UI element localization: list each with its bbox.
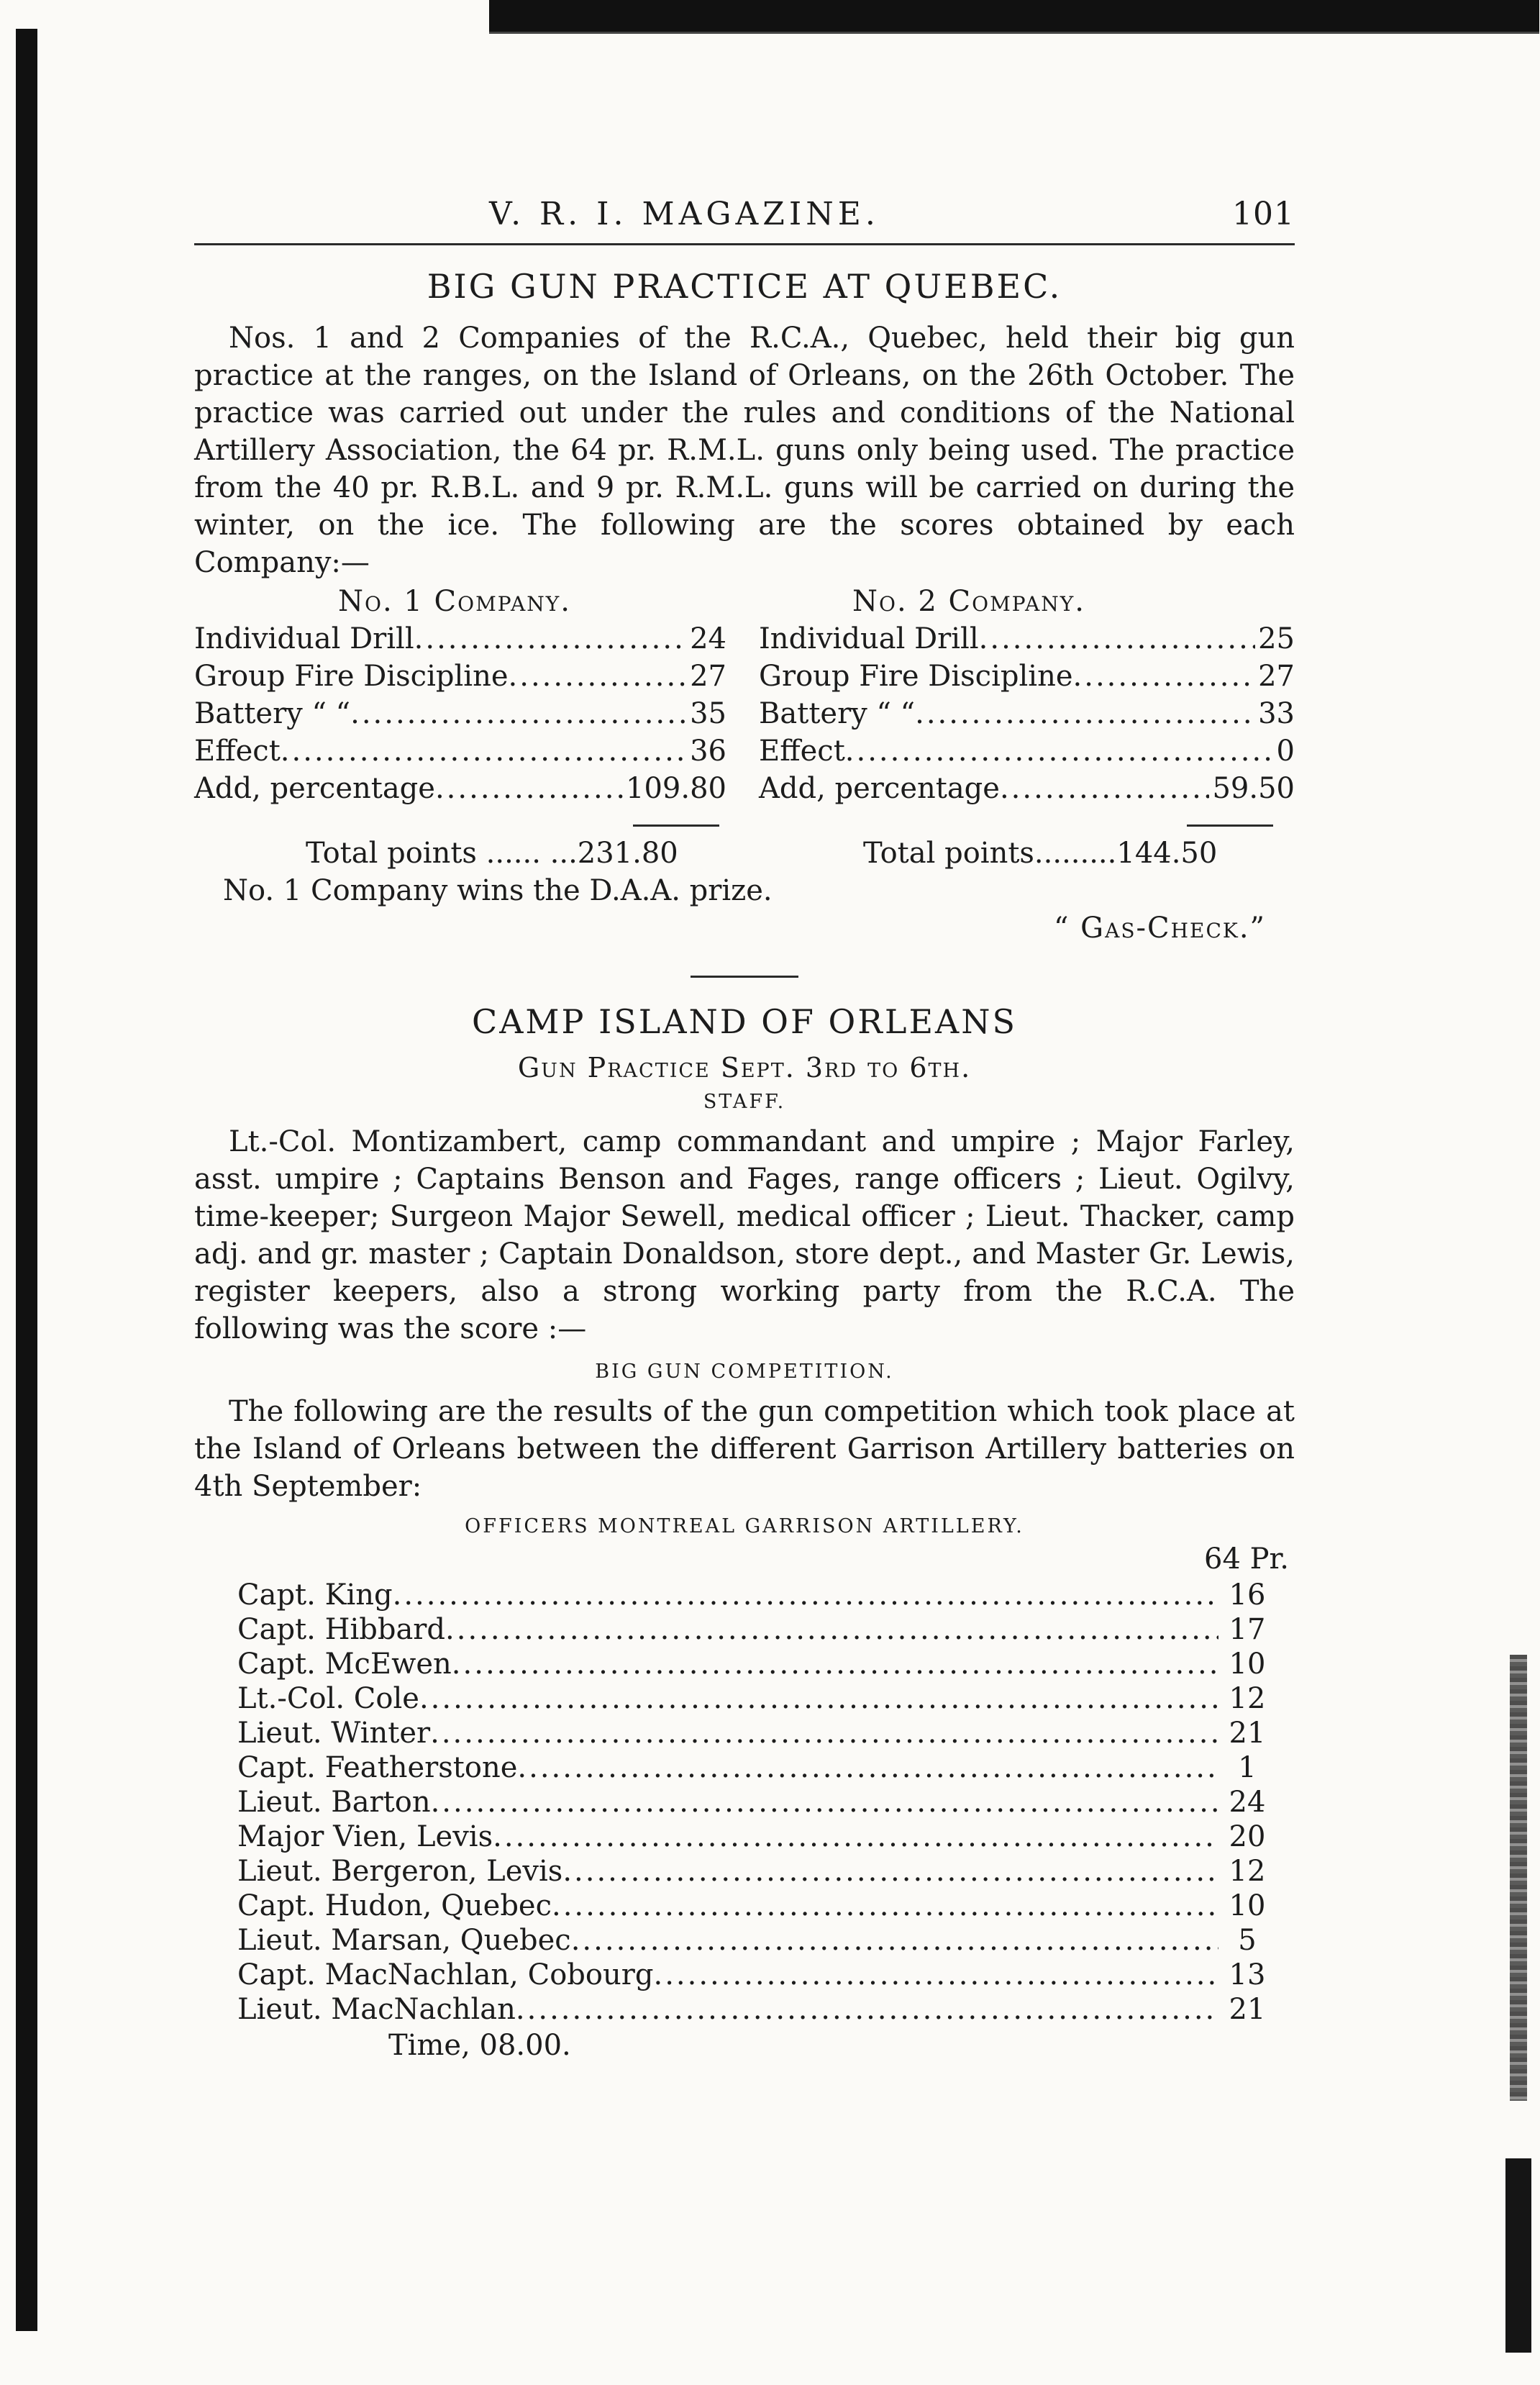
article-title: BIG GUN PRACTICE AT QUEBEC. <box>427 267 1062 306</box>
section-separator <box>691 976 798 978</box>
header-rule <box>194 243 1295 245</box>
score-row: Battery “ “ ..... 33 <box>759 695 1295 732</box>
company-1-heading: No. 1 Company. <box>338 585 571 619</box>
score-row: Add, percentage ..... 59.50 <box>759 770 1295 807</box>
article-camp-island-of-orleans <box>194 1002 1295 2064</box>
total-rule-left <box>633 824 719 827</box>
list-item: Lieut. Winter ..... 21 <box>237 1716 1273 1750</box>
list-item: Capt. Hudon, Quebec ..... 10 <box>237 1889 1273 1923</box>
list-item: Capt. McEwen ..... 10 <box>237 1647 1273 1681</box>
list-item: Lt.-Col. Cole ..... 12 <box>237 1681 1273 1716</box>
list-item: Lieut. Marsan, Quebec ..... 5 <box>237 1923 1273 1958</box>
magazine-page <box>194 180 1295 2064</box>
score-row: Individual Drill ..... 25 <box>759 620 1295 658</box>
list-item: Capt. Hibbard ..... 17 <box>237 1612 1273 1647</box>
staff-paragraph: Lt.-Col. Montizambert, camp commandant and umpire ; Major Farley, asst. umpire ; Captains Benson and Fages, range officers ; Lieut. Ogilvy, time-keeper; Surgeon Major Sewell, medical officer ; Lieut. Thacker, camp adj. and gr. master ; Captain Donaldson, store dept., and Master Gr. Lewis, register keepers, also a strong working party from the R.C.A. The following was the score :— <box>194 1125 1295 1346</box>
score-row: Group Fire Discipline ..... 27 <box>759 658 1295 695</box>
scan-edge-right-dark <box>1505 2158 1531 2353</box>
total-rules <box>194 820 1295 835</box>
score-row: Battery “ “ ..... 35 <box>194 695 726 732</box>
results-list <box>237 1578 1273 2027</box>
company-1-total: Total points ...... ...231.80 <box>306 837 678 871</box>
score-row: Add, percentage ..... 109.80 <box>194 770 726 807</box>
running-head <box>194 180 1295 237</box>
scan-edge-right <box>1510 1655 1527 2101</box>
total-rule-right <box>1187 824 1273 827</box>
competition-paragraph: The following are the results of the gun competition which took place at the Island of Orleans between the different Garrison Artillery batteries on 4th September: <box>194 1395 1295 1504</box>
list-item: Major Vien, Levis ..... 20 <box>237 1820 1273 1854</box>
score-row: Group Fire Discipline ..... 27 <box>194 658 726 695</box>
winner-statement: No. 1 Company wins the D.A.A. prize. <box>223 874 773 908</box>
score-units-header: 64 Pr. <box>1204 1543 1289 1576</box>
list-item: Capt. MacNachlan, Cobourg ..... 13 <box>237 1958 1273 1992</box>
company-2-scores <box>759 583 1295 807</box>
author-signature: “ Gas-Check.” <box>1053 912 1266 945</box>
company-2-heading: No. 2 Company. <box>852 585 1085 619</box>
scan-margin-left <box>16 29 37 2331</box>
company-scores <box>194 583 1295 820</box>
company-1-scores <box>194 583 726 807</box>
page-number: 101 <box>1232 196 1295 232</box>
company-2-total: Total points.........144.50 <box>863 837 1218 871</box>
score-row: Individual Drill ..... 24 <box>194 620 726 658</box>
article-intro: Nos. 1 and 2 Companies of the R.C.A., Quebec, held their big gun practice at the ranges, on the Island of Orleans, on the 26th October. The practice was carried out under the rules and conditions of the National Artillery Association, the 64 pr. R.M.L. guns only being used. The practice from the 40 pr. R.B.L. and 9 pr. R.M.L. guns will be carried on during the winter, on the ice. The following are the scores obtained by each Company:— <box>194 322 1295 580</box>
list-item: Capt. Featherstone ..... 1 <box>237 1750 1273 1785</box>
list-item: Lieut. Bergeron, Levis ..... 12 <box>237 1854 1273 1889</box>
time-note: Time, 08.00. <box>388 2029 571 2063</box>
article-title: CAMP ISLAND OF ORLEANS <box>472 1002 1017 1042</box>
company-totals <box>194 835 1295 872</box>
score-row: Effect ..... 0 <box>759 732 1295 770</box>
list-item: Capt. King ..... 16 <box>237 1578 1273 1612</box>
staff-heading: STAFF. <box>703 1091 786 1114</box>
list-item: Lieut. MacNachlan ..... 21 <box>237 1992 1273 2027</box>
magazine-title: V. R. I. MAGAZINE. <box>489 196 880 232</box>
score-row: Effect ..... 36 <box>194 732 726 770</box>
list-item: Lieut. Barton ..... 24 <box>237 1785 1273 1820</box>
scan-margin-top-line <box>489 32 1539 34</box>
article-subtitle: Gun Practice Sept. 3rd to 6th. <box>517 1052 972 1084</box>
competition-heading: BIG GUN COMPETITION. <box>595 1360 894 1384</box>
officers-heading: OFFICERS MONTREAL GARRISON ARTILLERY. <box>465 1515 1024 1538</box>
article-big-gun-practice <box>194 267 1295 947</box>
scan-margin-top <box>489 0 1539 32</box>
